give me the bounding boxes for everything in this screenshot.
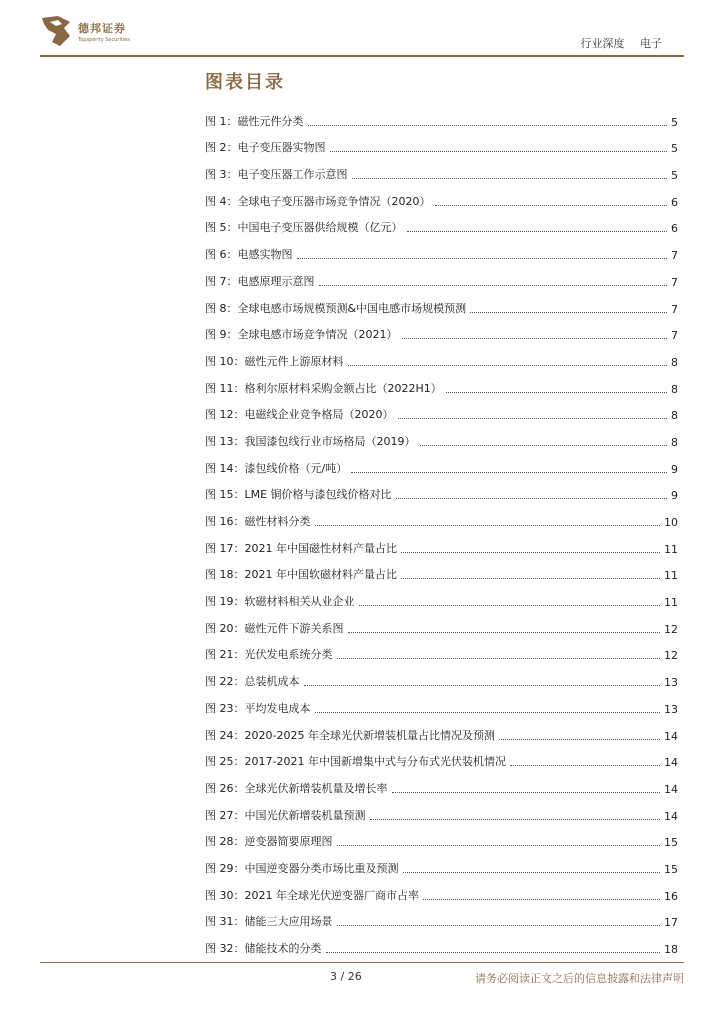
toc-dot-leader xyxy=(392,792,661,793)
toc-dot-leader xyxy=(352,178,668,179)
toc-dot-leader xyxy=(359,605,661,606)
toc-entry-label: 图 14：漆包线价格（元/吨） xyxy=(205,461,348,475)
logo-mark-icon xyxy=(40,14,72,48)
footer-divider xyxy=(40,962,684,963)
toc-entry[interactable] xyxy=(205,611,678,638)
toc-dot-leader xyxy=(401,578,660,579)
toc-dot-leader xyxy=(337,845,661,846)
toc-entry-page: 14 xyxy=(664,809,678,823)
toc-dot-leader xyxy=(308,125,668,126)
toc-entry[interactable] xyxy=(205,531,678,558)
company-logo xyxy=(40,14,140,48)
toc-dot-leader xyxy=(297,258,668,259)
page-number: 3 / 26 xyxy=(330,970,362,983)
toc-entry-page: 13 xyxy=(664,702,678,716)
toc-entry[interactable] xyxy=(205,691,678,718)
toc-entry-label: 图 26：全球光伏新增装机量及增长率 xyxy=(205,781,388,795)
toc-entry-label: 图 16：磁性材料分类 xyxy=(205,515,311,528)
toc-entry-page: 8 xyxy=(671,409,678,423)
toc-entry-page: 5 xyxy=(671,115,678,129)
toc-entry-label: 图 18：2021 年中国软磁材料产量占比 xyxy=(205,568,397,582)
toc-entry-label: 图 4：全球电子变压器市场竞争情况（2020） xyxy=(205,194,431,208)
toc-dot-leader xyxy=(396,498,667,499)
toc-entry-label: 图 3：电子变压器工作示意图 xyxy=(205,168,348,182)
toc-entry[interactable] xyxy=(205,237,678,264)
toc-entry-label: 图 6：电感实物图 xyxy=(205,248,293,262)
toc-dot-leader xyxy=(402,338,668,339)
toc-entry-label: 图 19：软磁材料相关从业企业 xyxy=(205,595,355,609)
toc-entry-label: 图 31：储能三大应用场景 xyxy=(205,915,333,929)
toc-entry[interactable] xyxy=(205,825,678,852)
toc-entry[interactable] xyxy=(205,504,678,531)
toc-entry-page: 16 xyxy=(664,889,678,903)
toc-entry-page: 8 xyxy=(671,355,678,369)
toc-entry-label: 图 27：中国光伏新增装机量预测 xyxy=(205,808,366,822)
toc-entry[interactable] xyxy=(205,878,678,905)
toc-dot-leader xyxy=(435,205,668,206)
toc-dot-leader xyxy=(398,418,668,419)
toc-entry[interactable] xyxy=(205,157,678,184)
toc-entry-page: 5 xyxy=(671,169,678,183)
industry-label: 电子 xyxy=(640,37,662,50)
toc-entry-page: 12 xyxy=(664,649,678,663)
toc-entry[interactable] xyxy=(205,745,678,772)
toc-entry[interactable] xyxy=(205,424,678,451)
toc-entry-page: 5 xyxy=(671,142,678,156)
toc-entry[interactable] xyxy=(205,558,678,585)
toc-entry-label: 图 1：磁性元件分类 xyxy=(205,114,304,128)
toc-entry-label: 图 8：全球电感市场规模预测&中国电感市场规模预测 xyxy=(205,301,467,315)
toc-entry-page: 11 xyxy=(664,596,678,610)
toc-entry[interactable] xyxy=(205,104,678,131)
toc-entry[interactable] xyxy=(205,184,678,211)
toc-entry[interactable] xyxy=(205,798,678,825)
toc-entry-page: 14 xyxy=(664,756,678,770)
toc-entry[interactable] xyxy=(205,451,678,478)
toc-entry[interactable] xyxy=(205,638,678,665)
toc-entry[interactable] xyxy=(205,851,678,878)
toc-entry-label: 图 2：电子变压器实物图 xyxy=(205,141,326,155)
toc-entry-label: 图 32：储能技术的分类 xyxy=(205,942,322,955)
page-header xyxy=(0,0,724,60)
toc-entry-page: 7 xyxy=(671,249,678,263)
toc-entry-page: 6 xyxy=(671,195,678,209)
toc-entry-label: 图 13：我国漆包线行业市场格局（2019） xyxy=(205,434,416,448)
toc-entry-page: 17 xyxy=(664,916,678,930)
toc-entry-page: 15 xyxy=(664,836,678,850)
toc-entry-page: 7 xyxy=(671,275,678,289)
toc-dot-leader xyxy=(370,819,661,820)
toc-dot-leader xyxy=(315,525,661,526)
toc-entry-label: 图 9：全球电感市场竞争情况（2021） xyxy=(205,328,398,342)
toc-entry[interactable] xyxy=(205,718,678,745)
toc-entry-label: 图 10：磁性元件上游原材料 xyxy=(205,354,344,368)
toc-entry[interactable] xyxy=(205,264,678,291)
toc-entry[interactable] xyxy=(205,905,678,932)
toc-entry-page: 18 xyxy=(664,943,678,956)
toc-entry[interactable] xyxy=(205,771,678,798)
toc-entry[interactable] xyxy=(205,478,678,505)
toc-entry-page: 11 xyxy=(664,542,678,556)
toc-entry-page: 11 xyxy=(664,569,678,583)
toc-entry-label: 图 5：中国电子变压器供给规模（亿元） xyxy=(205,221,403,235)
toc-entry-page: 6 xyxy=(671,222,678,236)
header-divider xyxy=(40,55,684,57)
toc-entry-page: 9 xyxy=(671,462,678,476)
toc-dot-leader xyxy=(510,765,660,766)
toc-dot-leader xyxy=(470,312,667,313)
toc-entry-label: 图 15：LME 铜价格与漆包线价格对比 xyxy=(205,488,392,502)
toc-dot-leader xyxy=(304,685,661,686)
report-type: 行业深度 xyxy=(580,37,625,50)
toc-dot-leader xyxy=(423,899,660,900)
toc-dot-leader xyxy=(337,925,661,926)
toc-entry-label: 图 23：平均发电成本 xyxy=(205,701,311,715)
toc-dot-leader xyxy=(326,952,661,953)
toc-dot-leader xyxy=(407,231,668,232)
toc-entry-page: 14 xyxy=(664,729,678,743)
toc-entry[interactable] xyxy=(205,371,678,398)
toc-entry-label: 图 7：电感原理示意图 xyxy=(205,274,315,288)
toc-entry-page: 7 xyxy=(671,302,678,316)
toc-entry-label: 图 12：电磁线企业竞争格局（2020） xyxy=(205,408,394,422)
toc-entry[interactable] xyxy=(205,398,678,425)
toc-entry-page: 7 xyxy=(671,329,678,343)
toc-entry-page: 13 xyxy=(664,676,678,690)
toc-entry-page: 8 xyxy=(671,435,678,449)
toc-entry[interactable] xyxy=(205,664,678,691)
toc-entry-label: 图 22：总装机成本 xyxy=(205,675,300,689)
toc-dot-leader xyxy=(420,445,668,446)
toc-entry-label: 图 30：2021 年全球光伏逆变器厂商市占率 xyxy=(205,888,419,902)
toc-entry-label: 图 17：2021 年中国磁性材料产量占比 xyxy=(205,541,397,555)
toc-dot-leader xyxy=(319,285,668,286)
toc-entry-page: 12 xyxy=(664,622,678,636)
toc-entry[interactable] xyxy=(205,584,678,611)
legal-disclaimer: 请务必阅读正文之后的信息披露和法律声明 xyxy=(475,972,684,985)
toc-entry-page: 10 xyxy=(664,516,678,529)
toc-dot-leader xyxy=(315,712,661,713)
toc-entry-page: 9 xyxy=(671,489,678,503)
toc-entry-label: 图 21：光伏发电系统分类 xyxy=(205,648,333,662)
toc-entry-page: 14 xyxy=(664,782,678,796)
toc-entry-label: 图 24：2020-2025 年全球光伏新增装机量占比情况及预测 xyxy=(205,728,495,742)
toc-dot-leader xyxy=(351,472,667,473)
toc-entry-label: 图 11：格利尔原材料采购金额占比（2022H1） xyxy=(205,381,442,395)
toc-dot-leader xyxy=(499,739,660,740)
toc-entry[interactable] xyxy=(205,291,678,318)
toc-entry[interactable] xyxy=(205,211,678,238)
toc-entry-label: 图 25：2017-2021 年中国新增集中式与分布式光伏装机情况 xyxy=(205,755,506,769)
toc-entry-label: 图 28：逆变器简要原理图 xyxy=(205,835,333,849)
toc-title: 图表目录 xyxy=(205,72,285,93)
toc-dot-leader xyxy=(348,365,668,366)
toc-entry-page: 8 xyxy=(671,382,678,396)
toc-dot-leader xyxy=(401,552,660,553)
toc-dot-leader xyxy=(403,872,661,873)
toc-entry[interactable] xyxy=(205,318,678,345)
toc-dot-leader xyxy=(348,632,661,633)
logo-english-name: Topsperity Securities xyxy=(78,37,130,43)
toc-entry-page: 15 xyxy=(664,862,678,876)
report-category xyxy=(581,35,663,51)
toc-dot-leader xyxy=(446,392,667,393)
toc-dot-leader xyxy=(337,658,661,659)
toc-entry-label: 图 20：磁性元件下游关系图 xyxy=(205,621,344,635)
logo-chinese-name: 德邦证券 xyxy=(78,22,126,35)
toc-entry[interactable] xyxy=(205,131,678,158)
toc-entry-label: 图 29：中国逆变器分类市场比重及预测 xyxy=(205,861,399,875)
toc-dot-leader xyxy=(330,151,668,152)
toc-entry[interactable] xyxy=(205,344,678,371)
toc-list xyxy=(205,104,678,958)
toc-entry[interactable] xyxy=(205,931,678,958)
